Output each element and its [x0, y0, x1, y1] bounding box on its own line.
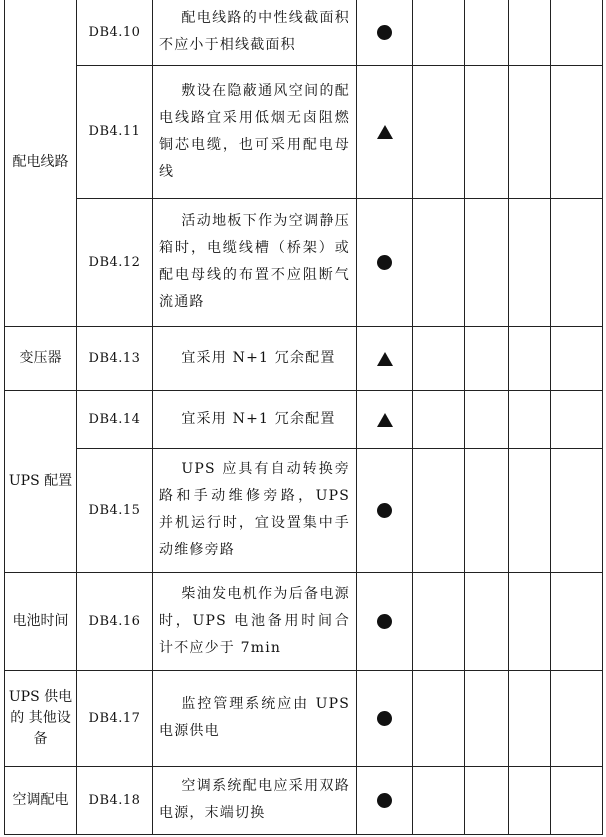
blank-cell	[551, 65, 603, 198]
filled-triangle-icon	[377, 413, 393, 427]
blank-cell	[465, 766, 509, 834]
requirement-cell	[153, 198, 357, 326]
filled-circle-icon	[377, 614, 392, 629]
requirement-cell	[153, 572, 357, 670]
mark-cell	[357, 572, 413, 670]
requirement-text: 敷设在隐蔽通风空间的配电线路宜采用低烟无卤阻燃铜芯电缆，也可采用配电母线	[159, 82, 350, 180]
requirement-text: 活动地板下作为空调静压箱时，电缆线槽（桥架）或配电母线的布置不应阻断气流通路	[159, 213, 350, 310]
code-cell: DB4.13	[77, 326, 153, 390]
blank-cell	[465, 198, 509, 326]
blank-cell	[551, 572, 603, 670]
mark-cell	[357, 65, 413, 198]
requirement-text: 宜采用 N+1 冗余配置	[181, 349, 336, 366]
blank-cell	[413, 670, 465, 766]
blank-cell	[465, 572, 509, 670]
filled-triangle-icon	[377, 125, 393, 139]
mark-cell	[357, 326, 413, 390]
requirement-text: UPS 应具有自动转换旁路和手动维修旁路，UPS 并机运行时，宜设置集中手动维修旁路	[159, 461, 350, 558]
requirement-cell	[153, 326, 357, 390]
category-cell: 变压器	[5, 326, 77, 390]
requirement-text: 配电线路的中性线截面积不应小于相线截面积	[159, 10, 350, 54]
table-row	[5, 448, 603, 572]
mark-cell	[357, 448, 413, 572]
blank-cell	[509, 670, 551, 766]
code-cell: DB4.17	[77, 670, 153, 766]
code-cell: DB4.10	[77, 0, 153, 65]
code-cell: DB4.15	[77, 448, 153, 572]
blank-cell	[509, 448, 551, 572]
blank-cell	[465, 0, 509, 65]
filled-circle-icon	[377, 793, 392, 808]
mark-cell	[357, 670, 413, 766]
blank-cell	[413, 326, 465, 390]
mark-cell	[357, 766, 413, 834]
blank-cell	[413, 198, 465, 326]
code-cell: DB4.14	[77, 390, 153, 448]
filled-circle-icon	[377, 255, 392, 270]
blank-cell	[551, 198, 603, 326]
filled-triangle-icon	[377, 352, 393, 366]
table-row	[5, 198, 603, 326]
table-row	[5, 572, 603, 670]
blank-cell	[551, 670, 603, 766]
blank-cell	[551, 0, 603, 65]
blank-cell	[465, 448, 509, 572]
blank-cell	[509, 198, 551, 326]
blank-cell	[465, 65, 509, 198]
blank-cell	[551, 390, 603, 448]
requirement-text: 柴油发电机作为后备电源时，UPS 电池备用时间合计不应少于 7min	[159, 585, 350, 656]
blank-cell	[551, 448, 603, 572]
blank-cell	[551, 326, 603, 390]
filled-circle-icon	[377, 503, 392, 518]
blank-cell	[551, 766, 603, 834]
requirement-text: 空调系统配电应采用双路电源，末端切换	[159, 778, 350, 821]
code-cell: DB4.11	[77, 65, 153, 198]
mark-cell	[357, 0, 413, 65]
blank-cell	[509, 390, 551, 448]
mark-cell	[357, 390, 413, 448]
blank-cell	[509, 0, 551, 65]
blank-cell	[509, 572, 551, 670]
requirement-cell	[153, 670, 357, 766]
category-cell: 电池时间	[5, 572, 77, 670]
blank-cell	[465, 390, 509, 448]
category-cell: 空调配电	[5, 766, 77, 834]
mark-cell	[357, 198, 413, 326]
requirement-cell	[153, 448, 357, 572]
blank-cell	[413, 390, 465, 448]
table-row	[5, 390, 603, 448]
blank-cell	[413, 0, 465, 65]
blank-cell	[413, 65, 465, 198]
table-row	[5, 326, 603, 390]
blank-cell	[465, 326, 509, 390]
requirement-cell	[153, 65, 357, 198]
requirement-text: 宜采用 N+1 冗余配置	[181, 410, 336, 427]
table-row	[5, 670, 603, 766]
filled-circle-icon	[377, 25, 392, 40]
requirement-cell	[153, 390, 357, 448]
blank-cell	[509, 65, 551, 198]
code-cell: DB4.16	[77, 572, 153, 670]
requirements-table	[4, 0, 603, 835]
category-cell: UPS 配置	[5, 390, 77, 572]
code-cell: DB4.12	[77, 198, 153, 326]
category-cell: UPS 供电的 其他设备	[5, 670, 77, 766]
blank-cell	[413, 766, 465, 834]
table-row	[5, 65, 603, 198]
blank-cell	[509, 326, 551, 390]
table-row	[5, 766, 603, 834]
requirement-text: 监控管理系统应由 UPS 电源供电	[159, 696, 350, 739]
table-row	[5, 0, 603, 65]
blank-cell	[413, 448, 465, 572]
requirement-cell	[153, 766, 357, 834]
filled-circle-icon	[377, 711, 392, 726]
requirement-cell	[153, 0, 357, 65]
category-cell: 配电线路	[5, 0, 77, 326]
blank-cell	[465, 670, 509, 766]
code-cell: DB4.18	[77, 766, 153, 834]
blank-cell	[509, 766, 551, 834]
blank-cell	[413, 572, 465, 670]
